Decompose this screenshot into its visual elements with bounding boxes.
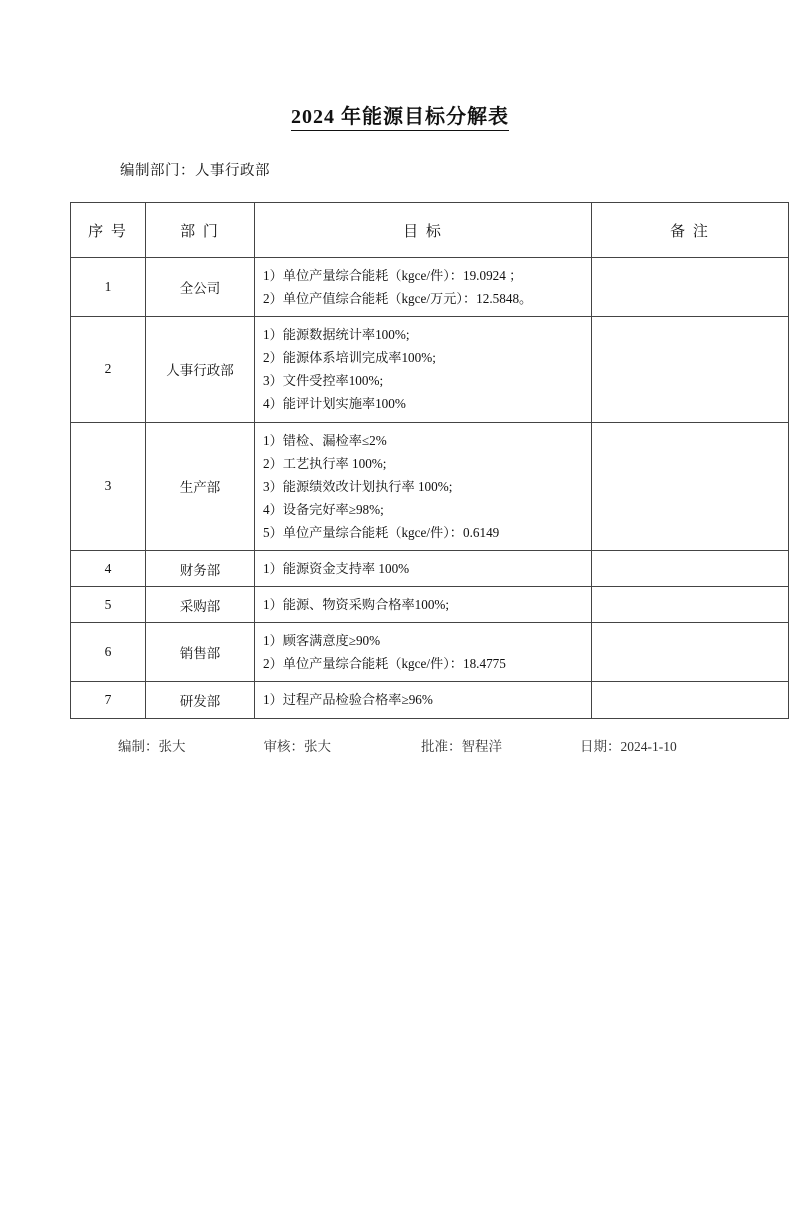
row-goal xyxy=(255,317,592,422)
row-note xyxy=(592,551,789,587)
row-no: 7 xyxy=(71,682,146,718)
goal-item: 1）能源、物资采购合格率100%; xyxy=(263,597,450,613)
row-goal xyxy=(255,623,592,682)
goal-item: 5）单位产量综合能耗（kgce/件）：0.6149 xyxy=(263,524,500,540)
table-row xyxy=(71,317,789,422)
row-no: 3 xyxy=(71,422,146,550)
header-goal: 目 标 xyxy=(255,203,592,258)
row-goal xyxy=(255,587,592,623)
goal-item: 2）工艺执行率 100%; xyxy=(263,455,387,471)
table-row xyxy=(71,258,789,317)
row-no: 1 xyxy=(71,258,146,317)
row-no: 5 xyxy=(71,587,146,623)
page-title xyxy=(70,100,730,129)
goal-item: 1）能源资金支持率 100% xyxy=(263,561,410,577)
signature-reviewed: 审核：张大 xyxy=(263,738,331,754)
signature-approved: 批准：智程洋 xyxy=(421,738,502,754)
row-dept: 采购部 xyxy=(146,587,255,623)
table-row xyxy=(71,682,789,718)
goal-item: 1）能源数据统计率100%; xyxy=(263,327,410,343)
row-note xyxy=(592,258,789,317)
document-page xyxy=(0,100,800,1230)
signature-row xyxy=(70,735,730,755)
goal-item: 2）单位产量综合能耗（kgce/件）：18.4775 xyxy=(263,656,506,672)
row-no: 2 xyxy=(71,317,146,422)
row-goal xyxy=(255,682,592,718)
row-dept: 财务部 xyxy=(146,551,255,587)
signature-prepared: 编制：张大 xyxy=(118,738,186,754)
row-note xyxy=(592,587,789,623)
goal-item: 4）能评计划实施率100% xyxy=(263,396,406,412)
goal-list xyxy=(263,593,583,616)
signature-date: 日期：2024-1-10 xyxy=(580,738,677,754)
row-dept: 研发部 xyxy=(146,682,255,718)
row-note xyxy=(592,682,789,718)
table-row xyxy=(71,587,789,623)
goal-item: 4）设备完好率≥98%; xyxy=(263,501,384,517)
row-dept: 全公司 xyxy=(146,258,255,317)
goal-item: 1）错检、漏检率≤2% xyxy=(263,432,387,448)
row-note xyxy=(592,623,789,682)
goal-list xyxy=(263,323,583,415)
goal-item: 3）文件受控率100%; xyxy=(263,373,384,389)
row-goal xyxy=(255,422,592,550)
goal-item: 2）单位产值综合能耗（kgce/万元）：12.5848。 xyxy=(263,291,533,307)
goal-item: 1）过程产品检验合格率≥96% xyxy=(263,692,433,708)
goal-list xyxy=(263,429,583,544)
table-header xyxy=(71,203,789,258)
header-no: 序 号 xyxy=(71,203,146,258)
row-note xyxy=(592,317,789,422)
energy-goal-table xyxy=(70,202,789,719)
header-note: 备 注 xyxy=(592,203,789,258)
goal-list xyxy=(263,629,583,675)
goal-list xyxy=(263,688,583,711)
row-dept: 销售部 xyxy=(146,623,255,682)
goal-list xyxy=(263,557,583,580)
page-title-text: 2024 年能源目标分解表 xyxy=(291,106,509,131)
row-goal xyxy=(255,551,592,587)
row-no: 4 xyxy=(71,551,146,587)
table-row xyxy=(71,551,789,587)
row-dept: 生产部 xyxy=(146,422,255,550)
table-row xyxy=(71,422,789,550)
goal-item: 1）单位产量综合能耗（kgce/件）：19.0924 ； xyxy=(263,268,523,283)
row-note xyxy=(592,422,789,550)
goal-list xyxy=(263,264,583,310)
row-goal xyxy=(255,258,592,317)
table-row xyxy=(71,623,789,682)
goal-item: 3）能源绩效改计划执行率 100%; xyxy=(263,478,453,494)
row-no: 6 xyxy=(71,623,146,682)
goal-item: 1）顾客满意度≥90% xyxy=(263,633,381,649)
goal-item: 2）能源体系培训完成率100%; xyxy=(263,350,436,366)
row-dept: 人事行政部 xyxy=(146,317,255,422)
header-dept: 部 门 xyxy=(146,203,255,258)
table-body xyxy=(71,258,789,719)
prepared-by-line: 编制部门：人事行政部 xyxy=(120,163,270,179)
table-header-row xyxy=(71,203,789,258)
